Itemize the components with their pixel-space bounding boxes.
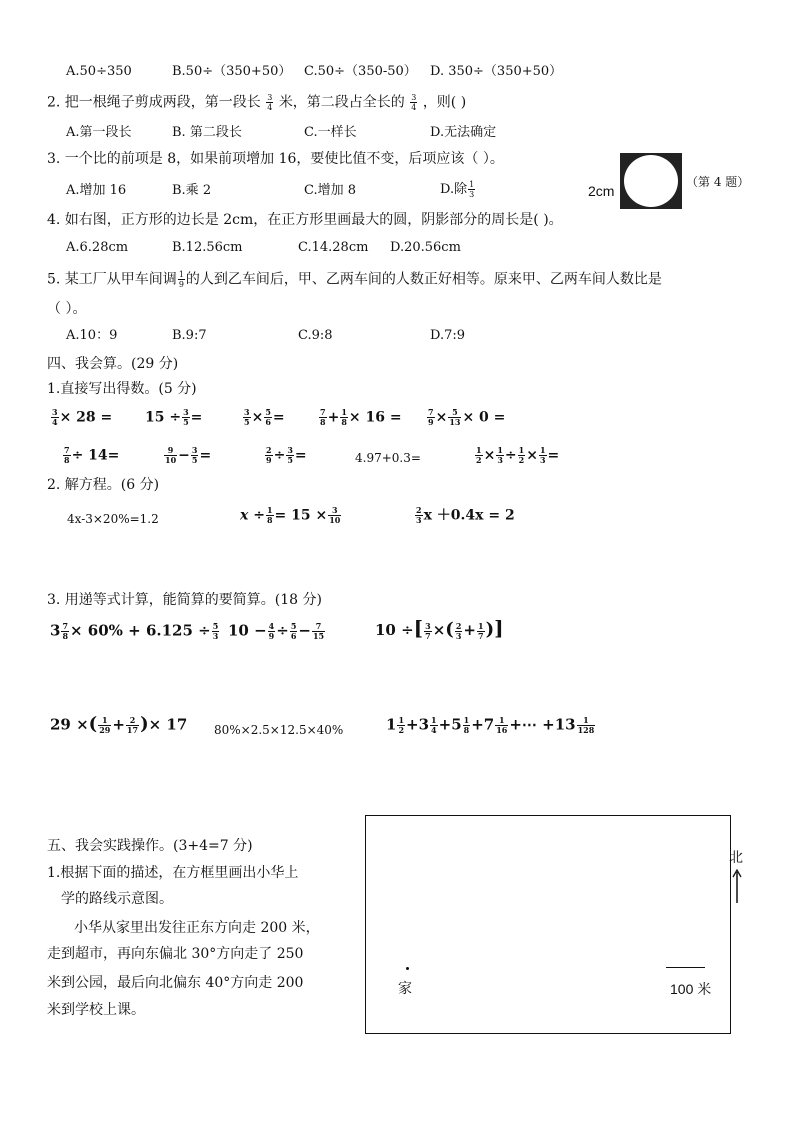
calc-r2c3: $\frac{2}{9}$ ÷ $\frac{3}{5}$ = xyxy=(266,445,307,465)
recursive-calc-e: 80%×2.5×12.5×40% xyxy=(214,723,344,737)
q3-option-d: D.除 $\frac{1}{3}$ xyxy=(440,180,475,199)
square-with-circle-figure xyxy=(620,153,682,209)
q5-option-a: A.10：9 xyxy=(66,328,118,343)
calc-r1c2: 15 ÷ $\frac{3}{5}$ = xyxy=(145,407,203,427)
north-arrow-icon xyxy=(732,868,742,904)
q3-stem: 3. 一个比的前项是 8，如果前项增加 16，要使比值不变，后项应该（ ）。 xyxy=(47,151,504,167)
q5-blank: （ ）。 xyxy=(47,301,87,317)
equation-3: $\frac{2}{3}$ x ＋0.4x = 2 xyxy=(416,505,515,525)
calc-r1c1: $\frac{3}{4}$ × 28 = xyxy=(52,407,113,427)
section-4-title: 四、我会算。(29 分) xyxy=(47,356,179,372)
figure-caption: （第 4 题） xyxy=(686,175,750,189)
practice-line-6: 米到学校上课。 xyxy=(47,1002,145,1018)
calc-r1c3: $\frac{3}{5}$ × $\frac{5}{6}$ = xyxy=(244,407,285,427)
scale-label: 100 米 xyxy=(670,981,712,997)
calc-r2c1: $\frac{7}{8}$ ÷ 14= xyxy=(64,445,120,465)
q4-option-c: C.14.28cm xyxy=(298,240,369,255)
calc-r1c5: $\frac{7}{9}$ × $\frac{5}{13}$ × 0 = xyxy=(428,407,506,427)
scale-bar xyxy=(666,967,705,968)
q1-option-d: D. 350÷（350+50） xyxy=(430,64,563,79)
q2-option-a: A.第一段长 xyxy=(66,125,132,140)
practice-line-4: 走到超市，再向东偏北 30°方向走了 250 xyxy=(47,946,304,962)
fraction: $\frac{3}{4}$ xyxy=(411,93,417,112)
calc-r2c5: $\frac{1}{2}$ × $\frac{1}{3}$ ÷ $\frac{1}{2}$ × $\frac{1}{3}$ = xyxy=(476,445,560,465)
q5-option-d: D.7:9 xyxy=(430,328,466,343)
fraction: $\frac{3}{4}$ xyxy=(267,93,273,112)
recursive-calc-b: 10 − $\frac{4}{9}$ ÷ $\frac{5}{6}$ − $\frac{7}{15}$ xyxy=(228,621,325,641)
recursive-calc-f: 1 $\frac{1}{2}$ +3 $\frac{1}{4}$ +5 $\frac{1}{8}$ +7 $\frac{1}{16}$ +⋯ +13 $\frac{1}{128}$ xyxy=(386,715,595,735)
q4-option-a: A.6.28cm xyxy=(66,240,129,255)
figure-side-label: 2cm xyxy=(588,183,615,199)
fraction: $\frac{1}{3}$ xyxy=(469,180,475,199)
q3-option-b: B.乘 2 xyxy=(172,183,212,198)
fraction: $\frac{1}{9}$ xyxy=(178,270,184,289)
q5-stem: 5. 某工厂从甲车间调 $\frac{1}{9}$ 的人到乙车间后，甲、乙两车间的人数正好相等。原来甲、乙两车间人数比是 xyxy=(47,270,662,289)
q3-option-c: C.增加 8 xyxy=(304,183,357,198)
recursive-calc-a: 3 $\frac{7}{8}$ × 60% + 6.125 ÷ $\frac{5}{3}$ xyxy=(50,621,219,641)
equation-2: x ÷ $\frac{1}{8}$ = 15 × $\frac{3}{10}$ xyxy=(240,505,341,525)
equation-1: 4x-3×20%=1.2 xyxy=(67,512,159,526)
calc-r2c2: $\frac{9}{10}$ − $\frac{3}{5}$ = xyxy=(165,445,212,465)
practice-line-3: 小华从家里出发往正东方向走 200 米， xyxy=(74,920,320,936)
q4-stem: 4. 如右图，正方形的边长是 2cm，在正方形里画最大的圆，阴影部分的周长是( )。 xyxy=(47,212,563,228)
inscribed-circle xyxy=(624,155,678,207)
north-label: 北 xyxy=(729,850,743,866)
practice-line-1: 1.根据下面的描述，在方框里画出小华上 xyxy=(47,865,299,881)
section-5-title: 五、我会实践操作。(3+4=7 分) xyxy=(47,838,253,854)
home-label: 家 xyxy=(398,981,412,997)
q5-option-c: C.9:8 xyxy=(298,328,333,343)
q2-option-b: B. 第二段长 xyxy=(172,125,242,140)
q1-option-b: B.50÷（350+50） xyxy=(172,64,292,79)
q2-option-c: C.一样长 xyxy=(304,125,357,140)
sub-2-title: 2. 解方程。(6 分) xyxy=(47,477,160,493)
q5-option-b: B.9:7 xyxy=(172,328,207,343)
q3-option-a: A.增加 16 xyxy=(66,183,127,198)
calc-r2c4: 4.97+0.3= xyxy=(355,451,421,465)
calc-r1c4: $\frac{7}{8}$ + $\frac{1}{8}$ × 16 = xyxy=(320,407,402,427)
q4-option-b: B.12.56cm xyxy=(172,240,243,255)
home-dot xyxy=(406,967,409,970)
q2-option-d: D.无法确定 xyxy=(430,125,497,140)
q2-stem: 2. 把一根绳子剪成两段，第一段长 $\frac{3}{4}$ 米，第二段占全长的 $\frac{3}{4}$ ，则( ) xyxy=(47,93,467,112)
recursive-calc-d: 29 ×( $\frac{1}{29}$ + $\frac{2}{17}$ )× 17 xyxy=(50,713,188,735)
sub-1-title: 1.直接写出得数。(5 分) xyxy=(47,381,197,397)
q4-option-d: D.20.56cm xyxy=(390,240,461,255)
practice-line-5: 米到公园，最后向北偏东 40°方向走 200 xyxy=(47,975,304,991)
drawing-box[interactable] xyxy=(365,815,731,1034)
q1-option-a: A.50÷350 xyxy=(66,64,132,79)
sub-3-title: 3. 用递等式计算，能简算的要简算。(18 分) xyxy=(47,592,322,608)
practice-line-2: 学的路线示意图。 xyxy=(61,891,173,907)
q1-option-c: C.50÷（350-50） xyxy=(304,64,417,79)
recursive-calc-c: 10 ÷[ $\frac{3}{7}$ ×( $\frac{2}{3}$ + $\frac{1}{7}$ )] xyxy=(375,616,504,641)
